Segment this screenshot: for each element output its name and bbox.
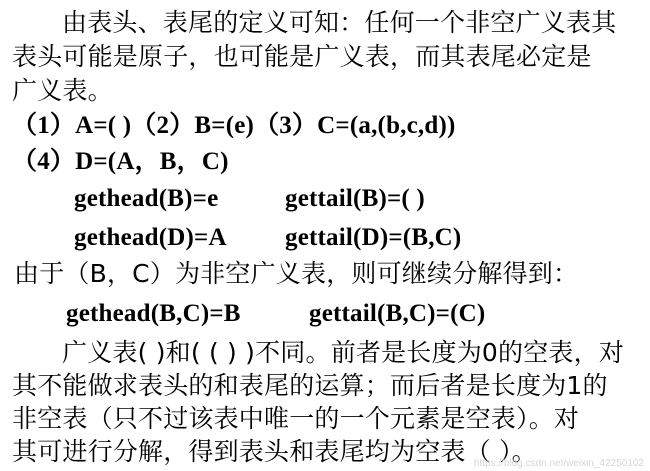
paragraph2-line4: 其可进行分解，得到表头和表尾均为空表（ ）。 <box>12 437 537 466</box>
paragraph2-line1: 广义表( )和( ( ) )不同。前者是长度为0的空表，对 <box>62 338 625 367</box>
examples-row1: （1）A=( )（2）B=(e)（3）C=(a,(b,c,d)) <box>12 112 456 139</box>
gettail-b: gettail(B)=( ) <box>285 185 425 212</box>
paragraph1-line1: 由表头、表尾的定义可知：任何一个非空广义表其 <box>62 8 617 37</box>
gettail-bc: gettail(B,C)=(C) <box>309 300 486 327</box>
paragraph1-line3: 广义表。 <box>12 76 113 105</box>
gettail-d: gettail(D)=(B,C) <box>285 224 462 251</box>
gethead-b: gethead(B)=e <box>74 185 219 212</box>
paragraph2-line3: 非空表（只不过该表中唯一的一个元素是空表）。对 <box>12 404 580 433</box>
gethead-bc: gethead(B,C)=B <box>66 300 241 327</box>
paragraph1-line2: 表头可能是原子，也可能是广义表，而其表尾必定是 <box>12 42 592 71</box>
paragraph2-line2: 其不能做求表头的和表尾的运算；而后者是长度为1的 <box>12 371 608 400</box>
continue-line: 由于（B，C）为非空广义表，则可继续分解得到： <box>14 259 579 288</box>
gethead-d: gethead(D)=A <box>74 224 227 251</box>
examples-row2: （4）D=(A，B，C) <box>12 148 229 175</box>
watermark-url: https://blog.csdn.net/weixin_42250102 <box>473 458 644 469</box>
